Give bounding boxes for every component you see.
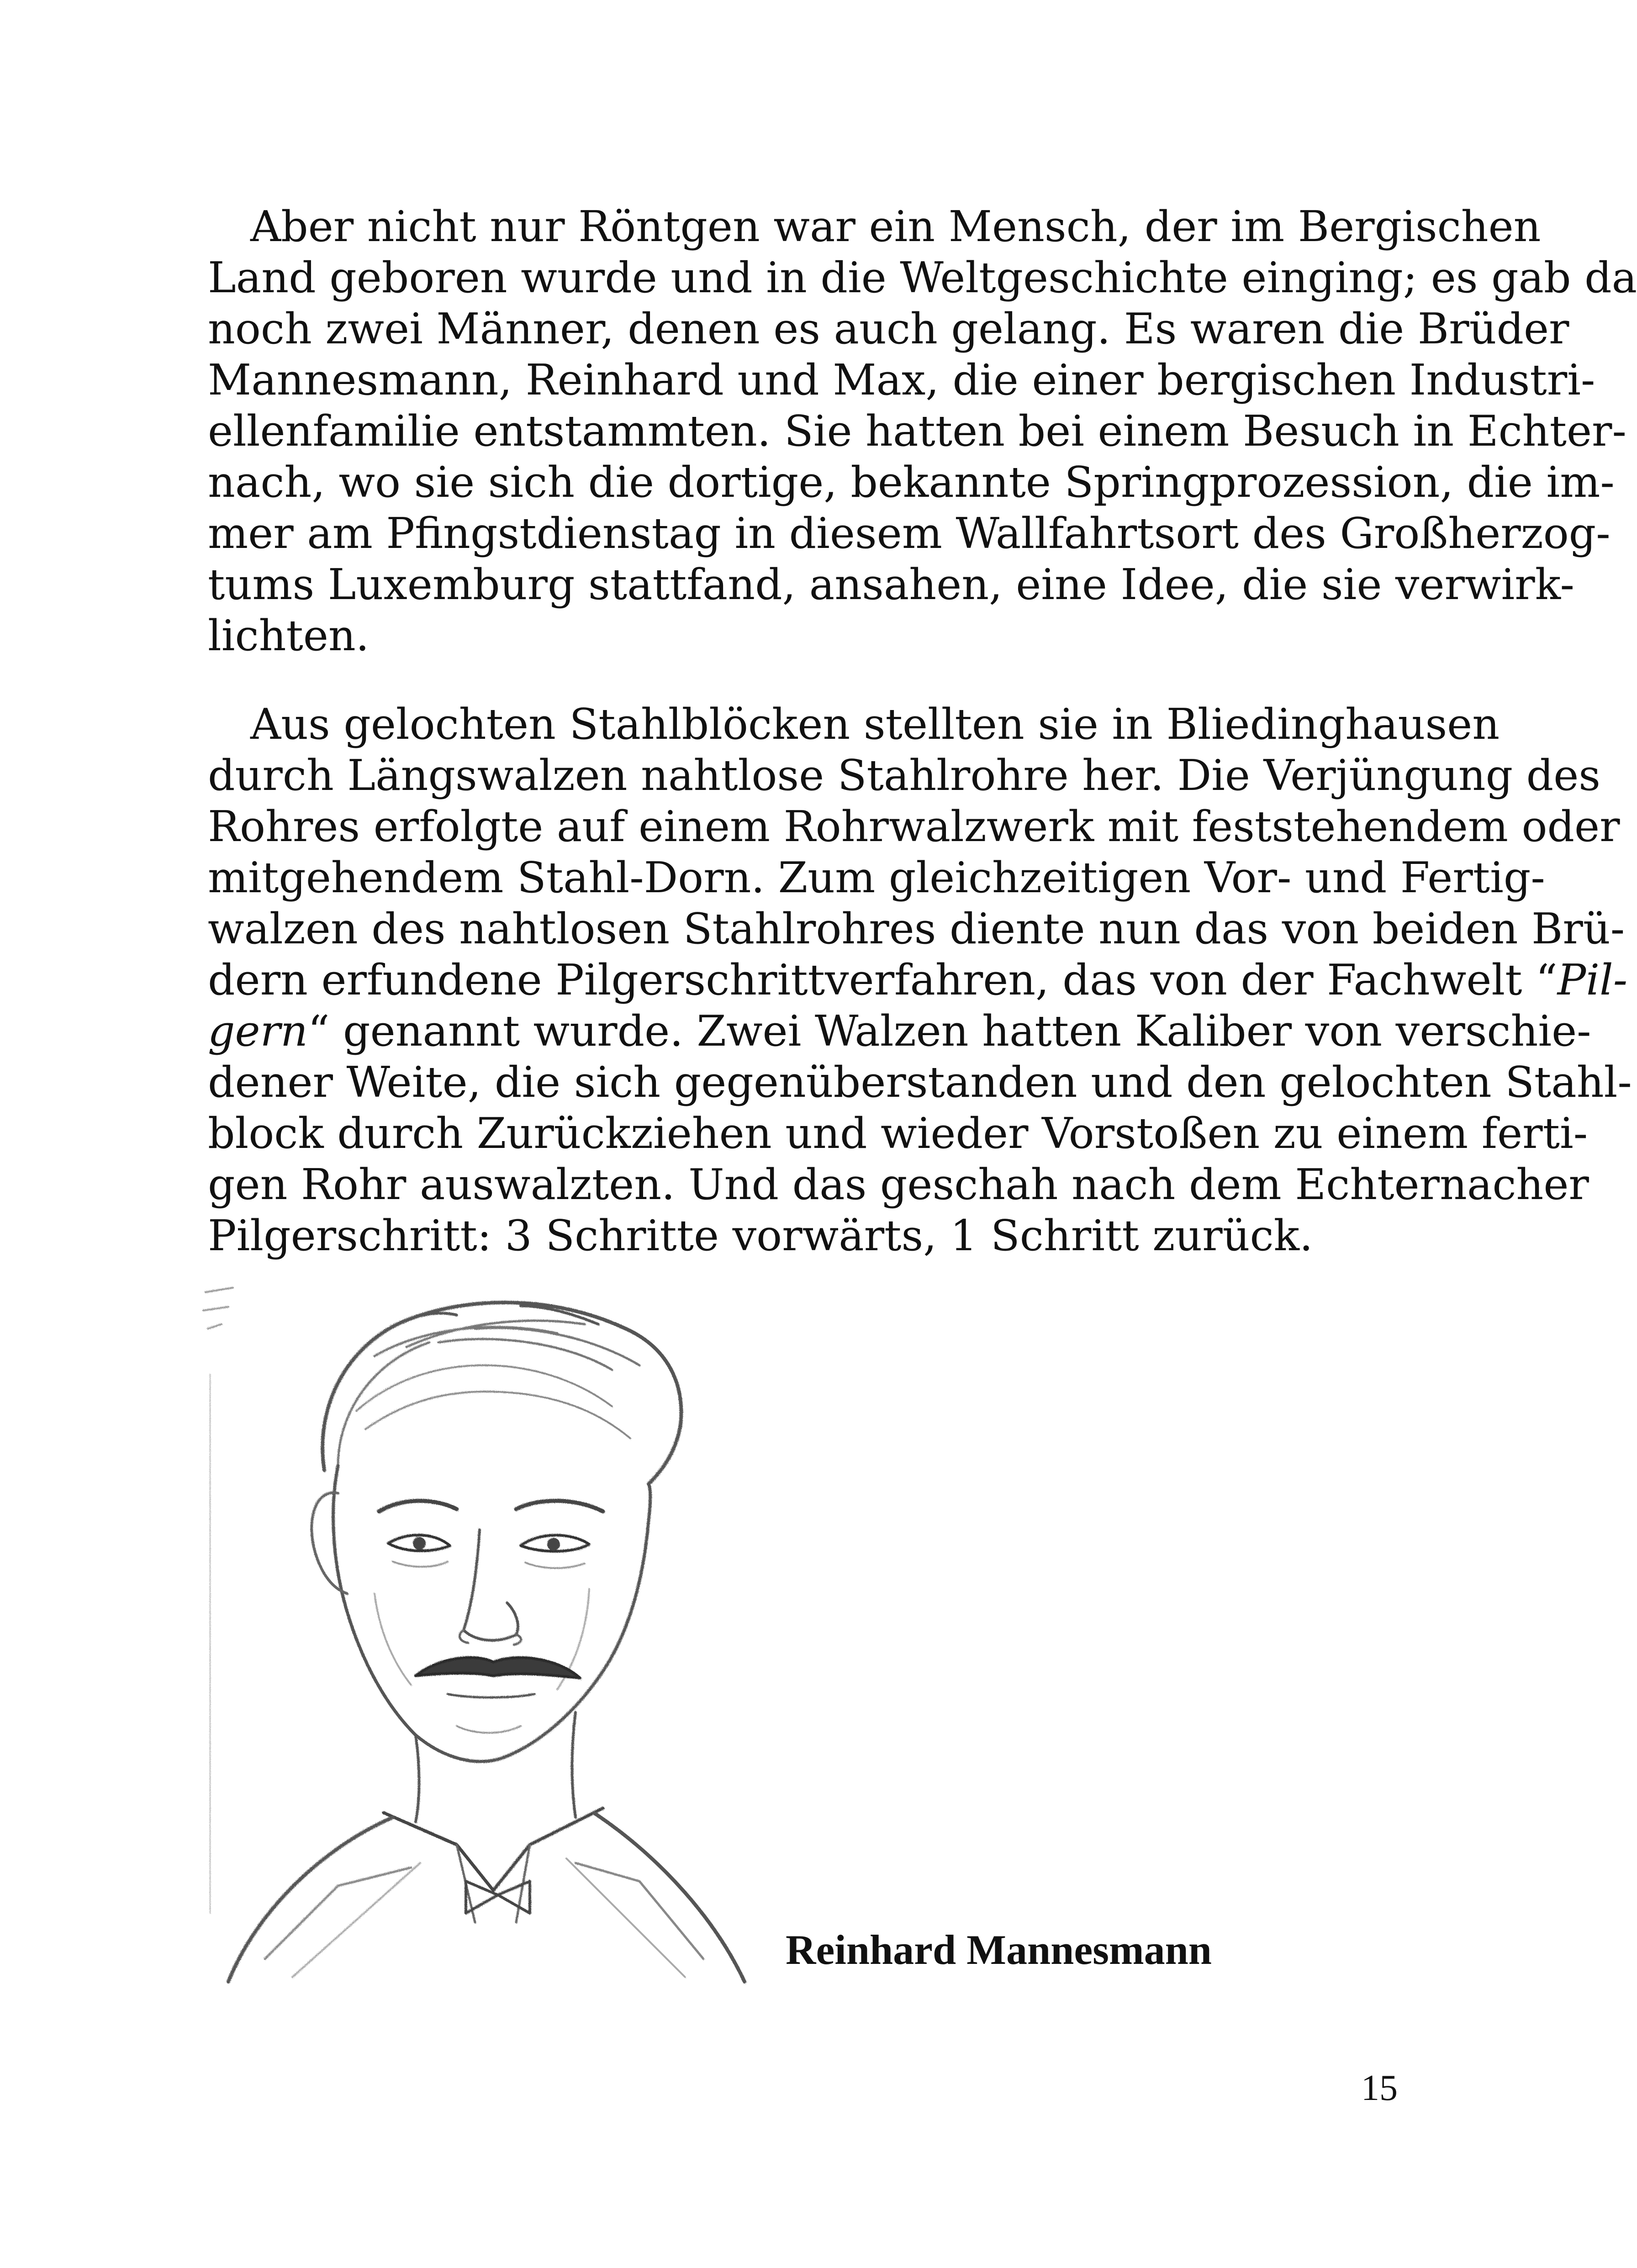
italic-term: gern — [208, 1006, 308, 1056]
text-line: Aber nicht nur Röntgen war ein Mensch, der im Bergischen — [250, 202, 1541, 251]
text-line-with-italic — [208, 1005, 1591, 1057]
text-line: Land geboren wurde und in die Weltgeschichte einging; es gab da — [208, 253, 1637, 302]
text-line: lichten. — [208, 611, 370, 660]
text-line: block durch Zurückziehen und wieder Vorstoßen zu einem ferti- — [208, 1109, 1588, 1158]
text-line: ellenfamilie entstammten. Sie hatten bei einem Besuch in Echter- — [208, 406, 1626, 456]
portrait-sketch — [201, 1274, 749, 1986]
text-line: Mannesmann, Reinhard und Max, die einer bergischen Industri- — [208, 355, 1595, 405]
text-line: Aus gelochten Stahlblöcken stellten sie in Bliedinghausen — [250, 700, 1500, 749]
portrait-caption: Reinhard Mannesmann — [786, 1926, 1212, 1973]
paragraph-1 — [208, 201, 1637, 661]
text-segment: dern erfundene Pilgerschrittverfahren, das von der Fachwelt “ — [208, 955, 1558, 1005]
text-line: mitgehendem Stahl-Dorn. Zum gleichzeitigen Vor- und Fertig- — [208, 853, 1545, 902]
text-line-with-italic — [208, 954, 1628, 1005]
text-segment: “ genannt wurde. Zwei Walzen hatten Kaliber von verschie- — [307, 1006, 1591, 1056]
text-line: durch Längswalzen nahtlose Stahlrohre her. Die Verjüngung des — [208, 751, 1600, 800]
page-number: 15 — [1361, 2068, 1398, 2108]
paragraph-2 — [208, 699, 1632, 1261]
text-line: tums Luxemburg stattfand, ansahen, eine Idee, die sie verwirk- — [208, 560, 1574, 609]
text-line: Pilgerschritt: 3 Schritte vorwärts, 1 Schritt zurück. — [208, 1211, 1313, 1260]
text-line: mer am Pfingstdienstag in diesem Wallfahrtsort des Großherzog- — [208, 509, 1611, 558]
text-line: gen Rohr auswalzten. Und das geschah nach dem Echternacher — [208, 1160, 1589, 1209]
text-line: noch zwei Männer, denen es auch gelang. Es waren die Brüder — [208, 304, 1569, 353]
italic-term: Pil- — [1557, 955, 1628, 1005]
text-line: nach, wo sie sich die dortige, bekannte Springprozession, die im- — [208, 458, 1615, 507]
text-line: dener Weite, die sich gegenüberstanden und den gelochten Stahl- — [208, 1058, 1632, 1107]
text-line: walzen des nahtlosen Stahlrohres diente nun das von beiden Brü- — [208, 904, 1625, 953]
text-line: Rohres erfolgte auf einem Rohrwalzwerk mit feststehendem oder — [208, 802, 1620, 851]
